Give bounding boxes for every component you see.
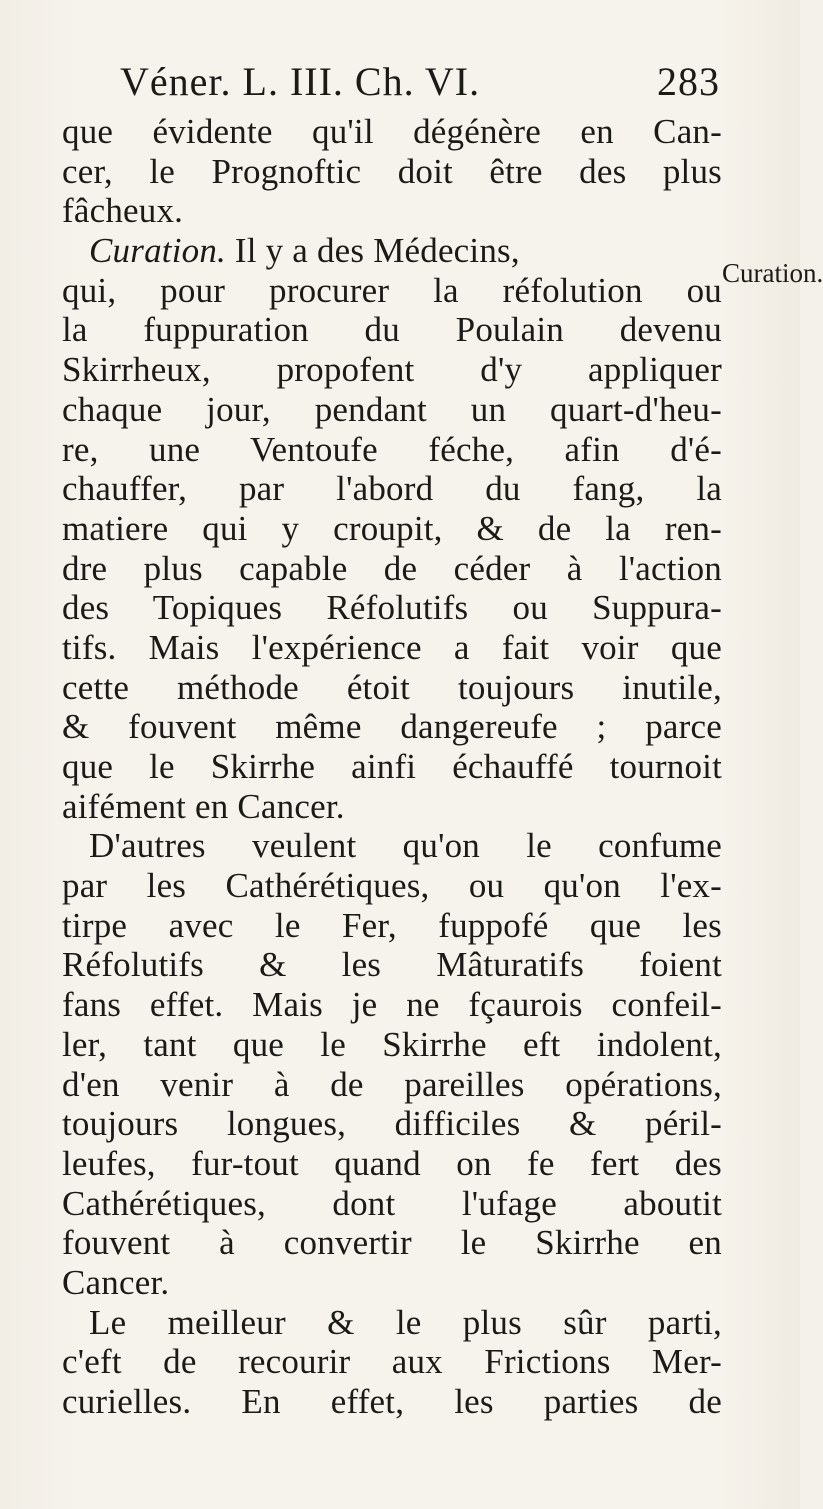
marginal-note: Curation. <box>722 258 823 288</box>
text-line: qui, pour procurer la réfolution ou <box>62 270 722 310</box>
text-line: tifs. Mais l'expérience a fait voir que <box>62 627 722 667</box>
text-line: curielles. En effet, les parties de <box>62 1382 722 1421</box>
text-line: la fuppuration du Poulain devenu <box>62 310 722 350</box>
text-line: d'en venir à de pareilles opérations, <box>62 1064 722 1104</box>
text-line: & fouvent même dangereufe ; parce <box>62 707 722 747</box>
text-line: cette méthode étoit toujours inutile, <box>62 667 722 707</box>
text-line: Skirrheux, propofent d'y appliquer <box>62 350 722 390</box>
section-heading-inline: Curation. <box>89 231 226 271</box>
text-line: chauffer, par l'abord du fang, la <box>62 469 722 509</box>
text-line: dre plus capable de céder à l'action <box>62 548 722 588</box>
text-line: re, une Ventoufe féche, afin d'é- <box>62 429 722 469</box>
text-line: fâcheux. <box>62 191 184 231</box>
body-text <box>62 112 722 1422</box>
text-line: que évidente qu'il dégénère en Can- <box>62 112 722 151</box>
text-line: aifément en Cancer. <box>62 786 345 826</box>
text-line: des Topiques Réfolutifs ou Suppura- <box>62 588 722 628</box>
text-line: fans effet. Mais je ne fçaurois confeil- <box>62 985 722 1025</box>
text-line: matiere qui y croupit, & de la ren- <box>62 508 722 548</box>
text-line: Cathérétiques, dont l'ufage aboutit <box>62 1183 722 1223</box>
text-line <box>62 231 722 271</box>
running-title: Véner. L. III. Ch. VI. <box>120 59 481 104</box>
page-header <box>120 58 720 108</box>
text-line: D'autres veulent qu'on le confume <box>89 826 722 866</box>
text-line: Le meilleur & le plus sûr parti, <box>89 1302 722 1342</box>
text-line: toujours longues, difficiles & péril- <box>62 1104 722 1144</box>
text-line: c'eft de recourir aux Frictions Mer- <box>62 1342 722 1382</box>
text-line: fouvent à convertir le Skirrhe en <box>62 1223 722 1263</box>
page-number: 283 <box>657 59 720 104</box>
text-line: ler, tant que le Skirrhe eft indolent, <box>62 1024 722 1064</box>
text-line: tirpe avec le Fer, fuppofé que les <box>62 905 722 945</box>
text-line: que le Skirrhe ainfi échauffé tournoit <box>62 747 722 786</box>
text-line: Cancer. <box>62 1262 170 1302</box>
text-line: Réfolutifs & les Mâturatifs foient <box>62 945 722 985</box>
text-line: leufes, fur-tout quand on fe fert des <box>62 1143 722 1183</box>
text-line: chaque jour, pendant un quart-d'heu- <box>62 389 722 429</box>
text-line: cer, le Prognoftic doit être des plus <box>62 151 722 191</box>
text-line: par les Cathérétiques, ou qu'on l'ex- <box>62 866 722 906</box>
text-line-fragment: Il y a des Médecins, <box>234 231 520 271</box>
